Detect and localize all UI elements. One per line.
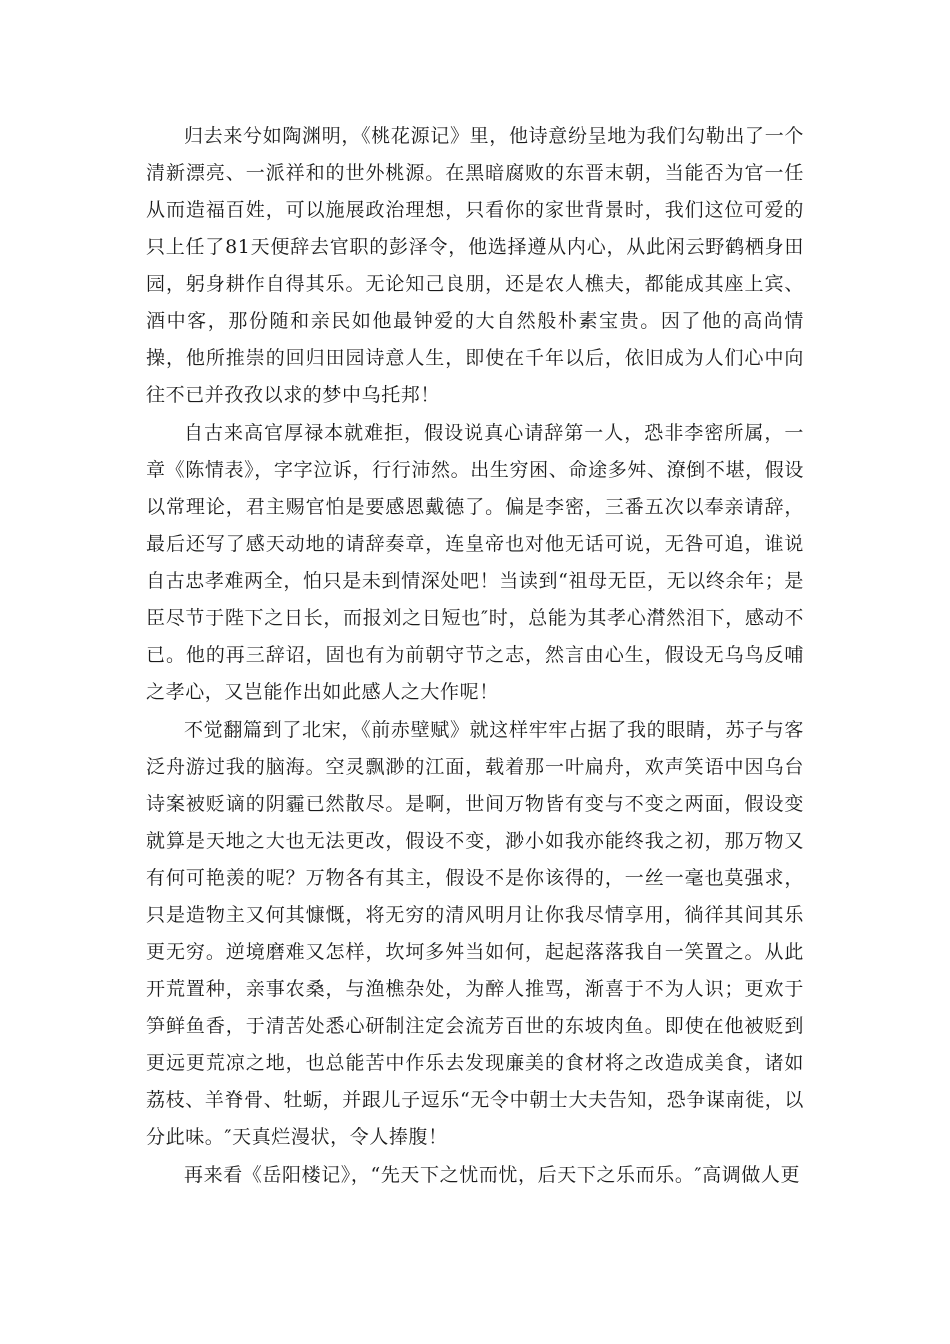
paragraph-tao-yuanming: 归去来兮如陶渊明，《桃花源记》里，他诗意纷呈地为我们勾勒出了一个清新漂亮、一派祥和的世外桃源。在黑暗腐败的东晋末朝，当能否为官一任从而造福百姓，可以施展政治理想，只看你的家世背景时，我们这位可爱的只上任了81天便辞去官职的彭泽令，他选择遵从内心，从此闲云野鹤栖身田园，躬身耕作自得其乐。无论知己良朋，还是农人樵夫，都能成其座上宾、酒中客，那份随和亲民如他最钟爱的大自然般朴素宝贵。因了他的高尚情操，他所推崇的回归田园诗意人生，即使在千年以后，依旧成为人们心中向往不已并孜孜以求的梦中乌托邦！ [146, 125, 804, 406]
paragraph-su-shi: 不觉翻篇到了北宋，《前赤壁赋》就这样牢牢占据了我的眼睛，苏子与客泛舟游过我的脑海。空灵飘渺的江面，载着那一叶扁舟，欢声笑语中因乌台诗案被贬谪的阴霾已然散尽。是啊，世间万物皆有变与不变之两面，假设变就算是天地之大也无法更改，假设不变，渺小如我亦能终我之初，那万物又有何可艳羡的呢？万物各有其主，假设不是你该得的，一丝一毫也莫强求，只是造物主又何其慷慨，将无穷的清风明月让你我尽情享用，徜徉其间其乐更无穷。逆境磨难又怎样，坎坷多舛当如何，起起落落我自一笑置之。从此开荒置种，亲事农桑，与渔樵杂处，为醉人推骂，渐喜于不为人识；更欢于笋鲜鱼香，于清苦处悉心研制注定会流芳百世的东坡肉鱼。即使在他被贬到更远更荒凉之地，也总能苦中作乐去发现廉美的食材将之改造成美食，诸如荔枝、羊脊骨、牡蛎，并跟儿子逗乐“无令中朝士大夫告知，恐争谋南徙，以分此味。″天真烂漫状，令人捧腹！ [146, 719, 804, 1148]
document-body [146, 118, 804, 1194]
paragraph-yueyang-tower: 再来看《岳阳楼记》，“先天下之忧而忧，后天下之乐而乐。″高调做人更 [184, 1164, 801, 1186]
paragraph-li-mi: 自古来高官厚禄本就难拒，假设说真心请辞第一人，恐非李密所属，一章《陈情表》，字字泣诉，行行沛然。出生穷困、命途多舛、潦倒不堪，假设以常理论，君主赐官怕是要感恩戴德了。偏是李密，三番五次以奉亲请辞，最后还写了感天动地的请辞奏章，连皇帝也对他无话可说，无咎可追，谁说自古忠孝难两全，怕只是未到情深处吧！当读到“祖母无臣，无以终余年；是臣尽节于陛下之日长，而报刘之日短也″时，总能为其孝心潸然泪下，感动不已。他的再三辞诏，固也有为前朝守节之志，然言由心生，假设无乌鸟反哺之孝心，又岂能作出如此感人之大作呢！ [146, 422, 804, 703]
